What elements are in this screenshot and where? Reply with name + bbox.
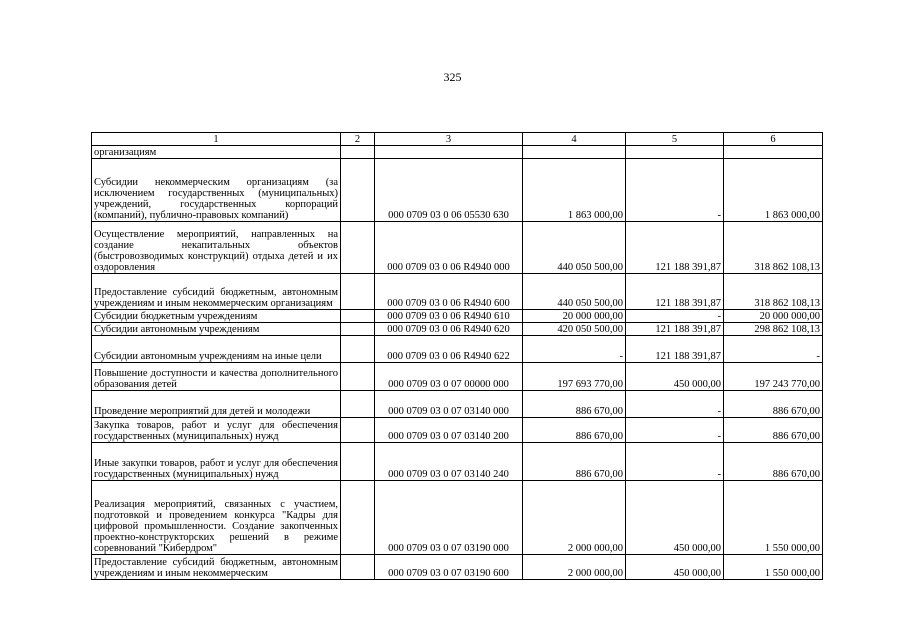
row-value-6 bbox=[724, 146, 823, 159]
row-value-5: 450 000,00 bbox=[626, 363, 724, 391]
row-col2 bbox=[341, 481, 375, 555]
row-value-4: 886 670,00 bbox=[523, 443, 626, 481]
row-code: 000 0709 03 0 06 R4940 620 bbox=[375, 323, 523, 336]
table-row bbox=[92, 481, 823, 555]
row-col2 bbox=[341, 363, 375, 391]
row-code: 000 0709 03 0 07 03140 240 bbox=[375, 443, 523, 481]
row-value-5: 121 188 391,87 bbox=[626, 274, 724, 310]
row-code: 000 0709 03 0 07 00000 000 bbox=[375, 363, 523, 391]
table-row bbox=[92, 159, 823, 222]
row-value-5: 121 188 391,87 bbox=[626, 323, 724, 336]
row-name: Иные закупки товаров, работ и услуг для обеспечения государственных (муниципальных) нужд bbox=[92, 443, 341, 481]
row-value-4: 20 000 000,00 bbox=[523, 310, 626, 323]
row-col2 bbox=[341, 323, 375, 336]
table-row bbox=[92, 418, 823, 443]
row-col2 bbox=[341, 336, 375, 363]
row-name: Проведение мероприятий для детей и молодежи bbox=[92, 391, 341, 418]
row-value-4: 886 670,00 bbox=[523, 391, 626, 418]
row-value-4: 886 670,00 bbox=[523, 418, 626, 443]
row-col2 bbox=[341, 146, 375, 159]
row-col2 bbox=[341, 418, 375, 443]
page-number: 325 bbox=[443, 70, 462, 84]
row-name: Закупка товаров, работ и услуг для обеспечения государственных (муниципальных) нужд bbox=[92, 418, 341, 443]
row-value-6: 298 862 108,13 bbox=[724, 323, 823, 336]
row-value-5: 121 188 391,87 bbox=[626, 222, 724, 274]
row-code: 000 0709 03 0 06 R4940 000 bbox=[375, 222, 523, 274]
row-name: Субсидии некоммерческим организациям (за исключением государственных (муниципальных) учреждений, государственных корпораций (компаний), публично-правовых компаний) bbox=[92, 159, 341, 222]
row-value-4: 420 050 500,00 bbox=[523, 323, 626, 336]
row-value-6: 1 550 000,00 bbox=[724, 555, 823, 580]
column-header-2: 2 bbox=[341, 133, 375, 146]
column-header-4: 4 bbox=[523, 133, 626, 146]
row-col2 bbox=[341, 555, 375, 580]
row-value-4 bbox=[523, 146, 626, 159]
row-name: Реализация мероприятий, связанных с участием, подготовкой и проведением конкурса "Кадры для цифровой промышленности. Создание закопченных проектно-конструкторских решений в режиме соревнований "Кибердром" bbox=[92, 481, 341, 555]
row-value-4: 440 050 500,00 bbox=[523, 222, 626, 274]
column-header-1: 1 bbox=[92, 133, 341, 146]
table-row bbox=[92, 323, 823, 336]
table-row bbox=[92, 146, 823, 159]
row-name: Осуществление мероприятий, направленных на создание некапитальных объектов (быстровозводимых конструкций) отдыха детей и их оздоровления bbox=[92, 222, 341, 274]
table-row bbox=[92, 310, 823, 323]
row-value-4: 2 000 000,00 bbox=[523, 555, 626, 580]
row-col2 bbox=[341, 391, 375, 418]
row-value-6: 197 243 770,00 bbox=[724, 363, 823, 391]
row-code: 000 0709 03 0 07 03190 600 bbox=[375, 555, 523, 580]
column-header-3: 3 bbox=[375, 133, 523, 146]
row-name: организациям bbox=[92, 146, 341, 159]
row-name: Повышение доступности и качества дополнительного образования детей bbox=[92, 363, 341, 391]
table-row bbox=[92, 443, 823, 481]
row-value-5: - bbox=[626, 159, 724, 222]
row-value-5: - bbox=[626, 443, 724, 481]
row-value-5: 450 000,00 bbox=[626, 555, 724, 580]
table-header-row bbox=[92, 133, 823, 146]
row-value-4: 1 863 000,00 bbox=[523, 159, 626, 222]
row-value-6: 20 000 000,00 bbox=[724, 310, 823, 323]
table-row bbox=[92, 363, 823, 391]
row-col2 bbox=[341, 443, 375, 481]
row-code: 000 0709 03 0 06 05530 630 bbox=[375, 159, 523, 222]
row-col2 bbox=[341, 274, 375, 310]
row-col2 bbox=[341, 159, 375, 222]
budget-table bbox=[91, 132, 823, 580]
row-code: 000 0709 03 0 06 R4940 622 bbox=[375, 336, 523, 363]
row-value-6: 1 863 000,00 bbox=[724, 159, 823, 222]
row-code bbox=[375, 146, 523, 159]
row-name: Предоставление субсидий бюджетным, автономным учреждениям и иным некоммерческим организациям bbox=[92, 274, 341, 310]
column-header-6: 6 bbox=[724, 133, 823, 146]
row-name: Субсидии бюджетным учреждениям bbox=[92, 310, 341, 323]
row-value-4: 2 000 000,00 bbox=[523, 481, 626, 555]
row-value-4: 440 050 500,00 bbox=[523, 274, 626, 310]
row-value-6: 318 862 108,13 bbox=[724, 222, 823, 274]
row-value-6: 886 670,00 bbox=[724, 418, 823, 443]
row-col2 bbox=[341, 222, 375, 274]
row-value-5: - bbox=[626, 418, 724, 443]
row-value-5: 121 188 391,87 bbox=[626, 336, 724, 363]
row-value-5: 450 000,00 bbox=[626, 481, 724, 555]
row-value-4: - bbox=[523, 336, 626, 363]
row-value-6: 1 550 000,00 bbox=[724, 481, 823, 555]
row-value-4: 197 693 770,00 bbox=[523, 363, 626, 391]
row-code: 000 0709 03 0 07 03190 000 bbox=[375, 481, 523, 555]
row-value-6: 318 862 108,13 bbox=[724, 274, 823, 310]
row-code: 000 0709 03 0 07 03140 200 bbox=[375, 418, 523, 443]
row-value-5: - bbox=[626, 310, 724, 323]
table-row bbox=[92, 336, 823, 363]
row-name: Предоставление субсидий бюджетным, автономным учреждениям и иным некоммерческим bbox=[92, 555, 341, 580]
row-code: 000 0709 03 0 07 03140 000 bbox=[375, 391, 523, 418]
row-name: Субсидии автономным учреждениям на иные цели bbox=[92, 336, 341, 363]
row-code: 000 0709 03 0 06 R4940 610 bbox=[375, 310, 523, 323]
table-row bbox=[92, 555, 823, 580]
table-row bbox=[92, 274, 823, 310]
budget-table-body bbox=[92, 133, 823, 580]
row-value-6: - bbox=[724, 336, 823, 363]
table-row bbox=[92, 391, 823, 418]
row-code: 000 0709 03 0 06 R4940 600 bbox=[375, 274, 523, 310]
row-value-6: 886 670,00 bbox=[724, 443, 823, 481]
column-header-5: 5 bbox=[626, 133, 724, 146]
table-row bbox=[92, 222, 823, 274]
row-col2 bbox=[341, 310, 375, 323]
row-value-5: - bbox=[626, 391, 724, 418]
row-value-6: 886 670,00 bbox=[724, 391, 823, 418]
row-value-5 bbox=[626, 146, 724, 159]
row-name: Субсидии автономным учреждениям bbox=[92, 323, 341, 336]
